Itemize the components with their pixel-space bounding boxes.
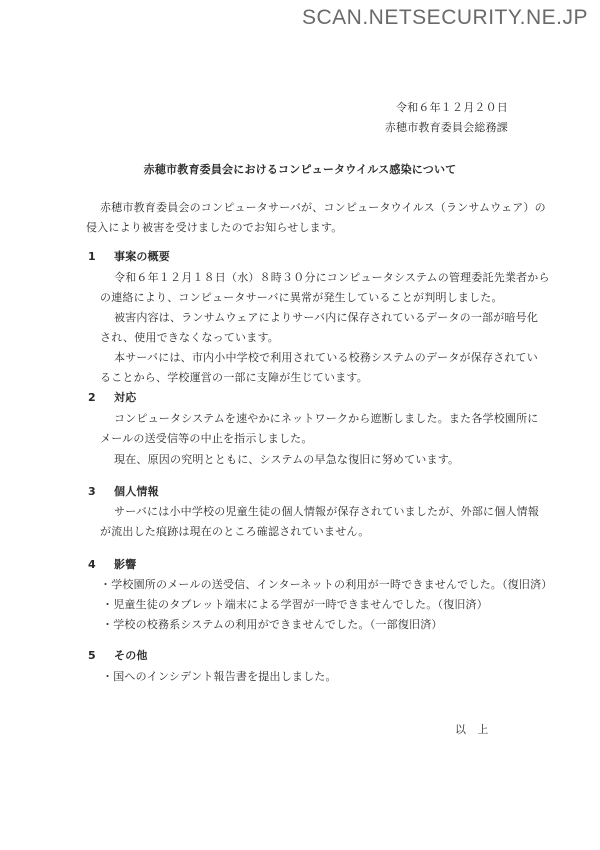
section-number: 1	[88, 250, 96, 263]
document-title: 赤穂市教育委員会におけるコンピュータウイルス感染について	[143, 163, 457, 176]
section-number: 3	[88, 485, 96, 498]
section-heading	[88, 485, 159, 499]
bullet-item: ・児童生徒のタブレット端末による学習が一時できませんでした。（復旧済）	[102, 598, 488, 611]
body-line: 現在、原因の究明とともに、システムの早急な復旧に努めています。	[114, 453, 460, 466]
section-title: 対応	[114, 391, 137, 404]
section-heading	[88, 250, 170, 264]
bullet-item: ・学校園所のメールの送受信、インターネットの利用が一時できませんでした。（復旧済）	[100, 578, 553, 591]
section-title: その他	[114, 649, 148, 662]
intro-line: 赤穂市教育委員会のコンピュータサーバが、コンピュータウイルス（ランサムウェア）の	[100, 201, 546, 214]
intro-line: 侵入により被害を受けましたのでお知らせします。	[86, 221, 343, 234]
body-line: メールの送受信等の中止を指示しました。	[100, 432, 313, 445]
section-number: 5	[88, 649, 96, 662]
bullet-item: ・国へのインシデント報告書を提出しました。	[102, 670, 337, 683]
closing-mark: 以 上	[455, 723, 489, 736]
section-number: 2	[88, 391, 96, 404]
issuer: 赤穂市教育委員会総務課	[384, 121, 508, 134]
body-line: の連絡により、コンピュータサーバに異常が発生していることが判明しました。	[100, 291, 503, 304]
bullet-item: ・学校の校務系システムの利用ができませんでした。（一部復旧済）	[102, 618, 443, 631]
section-number: 4	[88, 558, 96, 571]
section-heading	[88, 649, 148, 663]
section-title: 事案の概要	[114, 250, 170, 263]
body-line: が流出した痕跡は現在のところ確認されていません。	[100, 525, 370, 538]
body-line: コンピュータシステムを速やかにネットワークから遮断しました。また各学校園所に	[114, 412, 539, 425]
section-title: 影響	[114, 558, 137, 571]
body-line: 被害内容は、ランサムウェアによりサーバ内に保存されているデータの一部が暗号化	[114, 311, 539, 324]
body-line: サーバには小中学校の児童生徒の個人情報が保存されていましたが、外部に個人情報	[114, 505, 540, 518]
document-date: 令和６年１２月２０日	[396, 101, 508, 114]
body-line: 本サーバには、市内小中学校で利用されている校務システムのデータが保存されてい	[114, 351, 538, 364]
section-title: 個人情報	[114, 485, 159, 498]
body-line: ることから、学校運営の一部に支障が生じています。	[100, 371, 368, 384]
section-heading	[88, 558, 136, 572]
body-line: され、使用できなくなっています。	[100, 331, 279, 344]
watermark: SCAN.NETSECURITY.NE.JP	[302, 6, 588, 29]
body-line: 令和６年１２月１８日（水）８時３０分にコンピュータシステムの管理委託先業者から	[114, 271, 550, 284]
section-heading	[88, 391, 136, 405]
